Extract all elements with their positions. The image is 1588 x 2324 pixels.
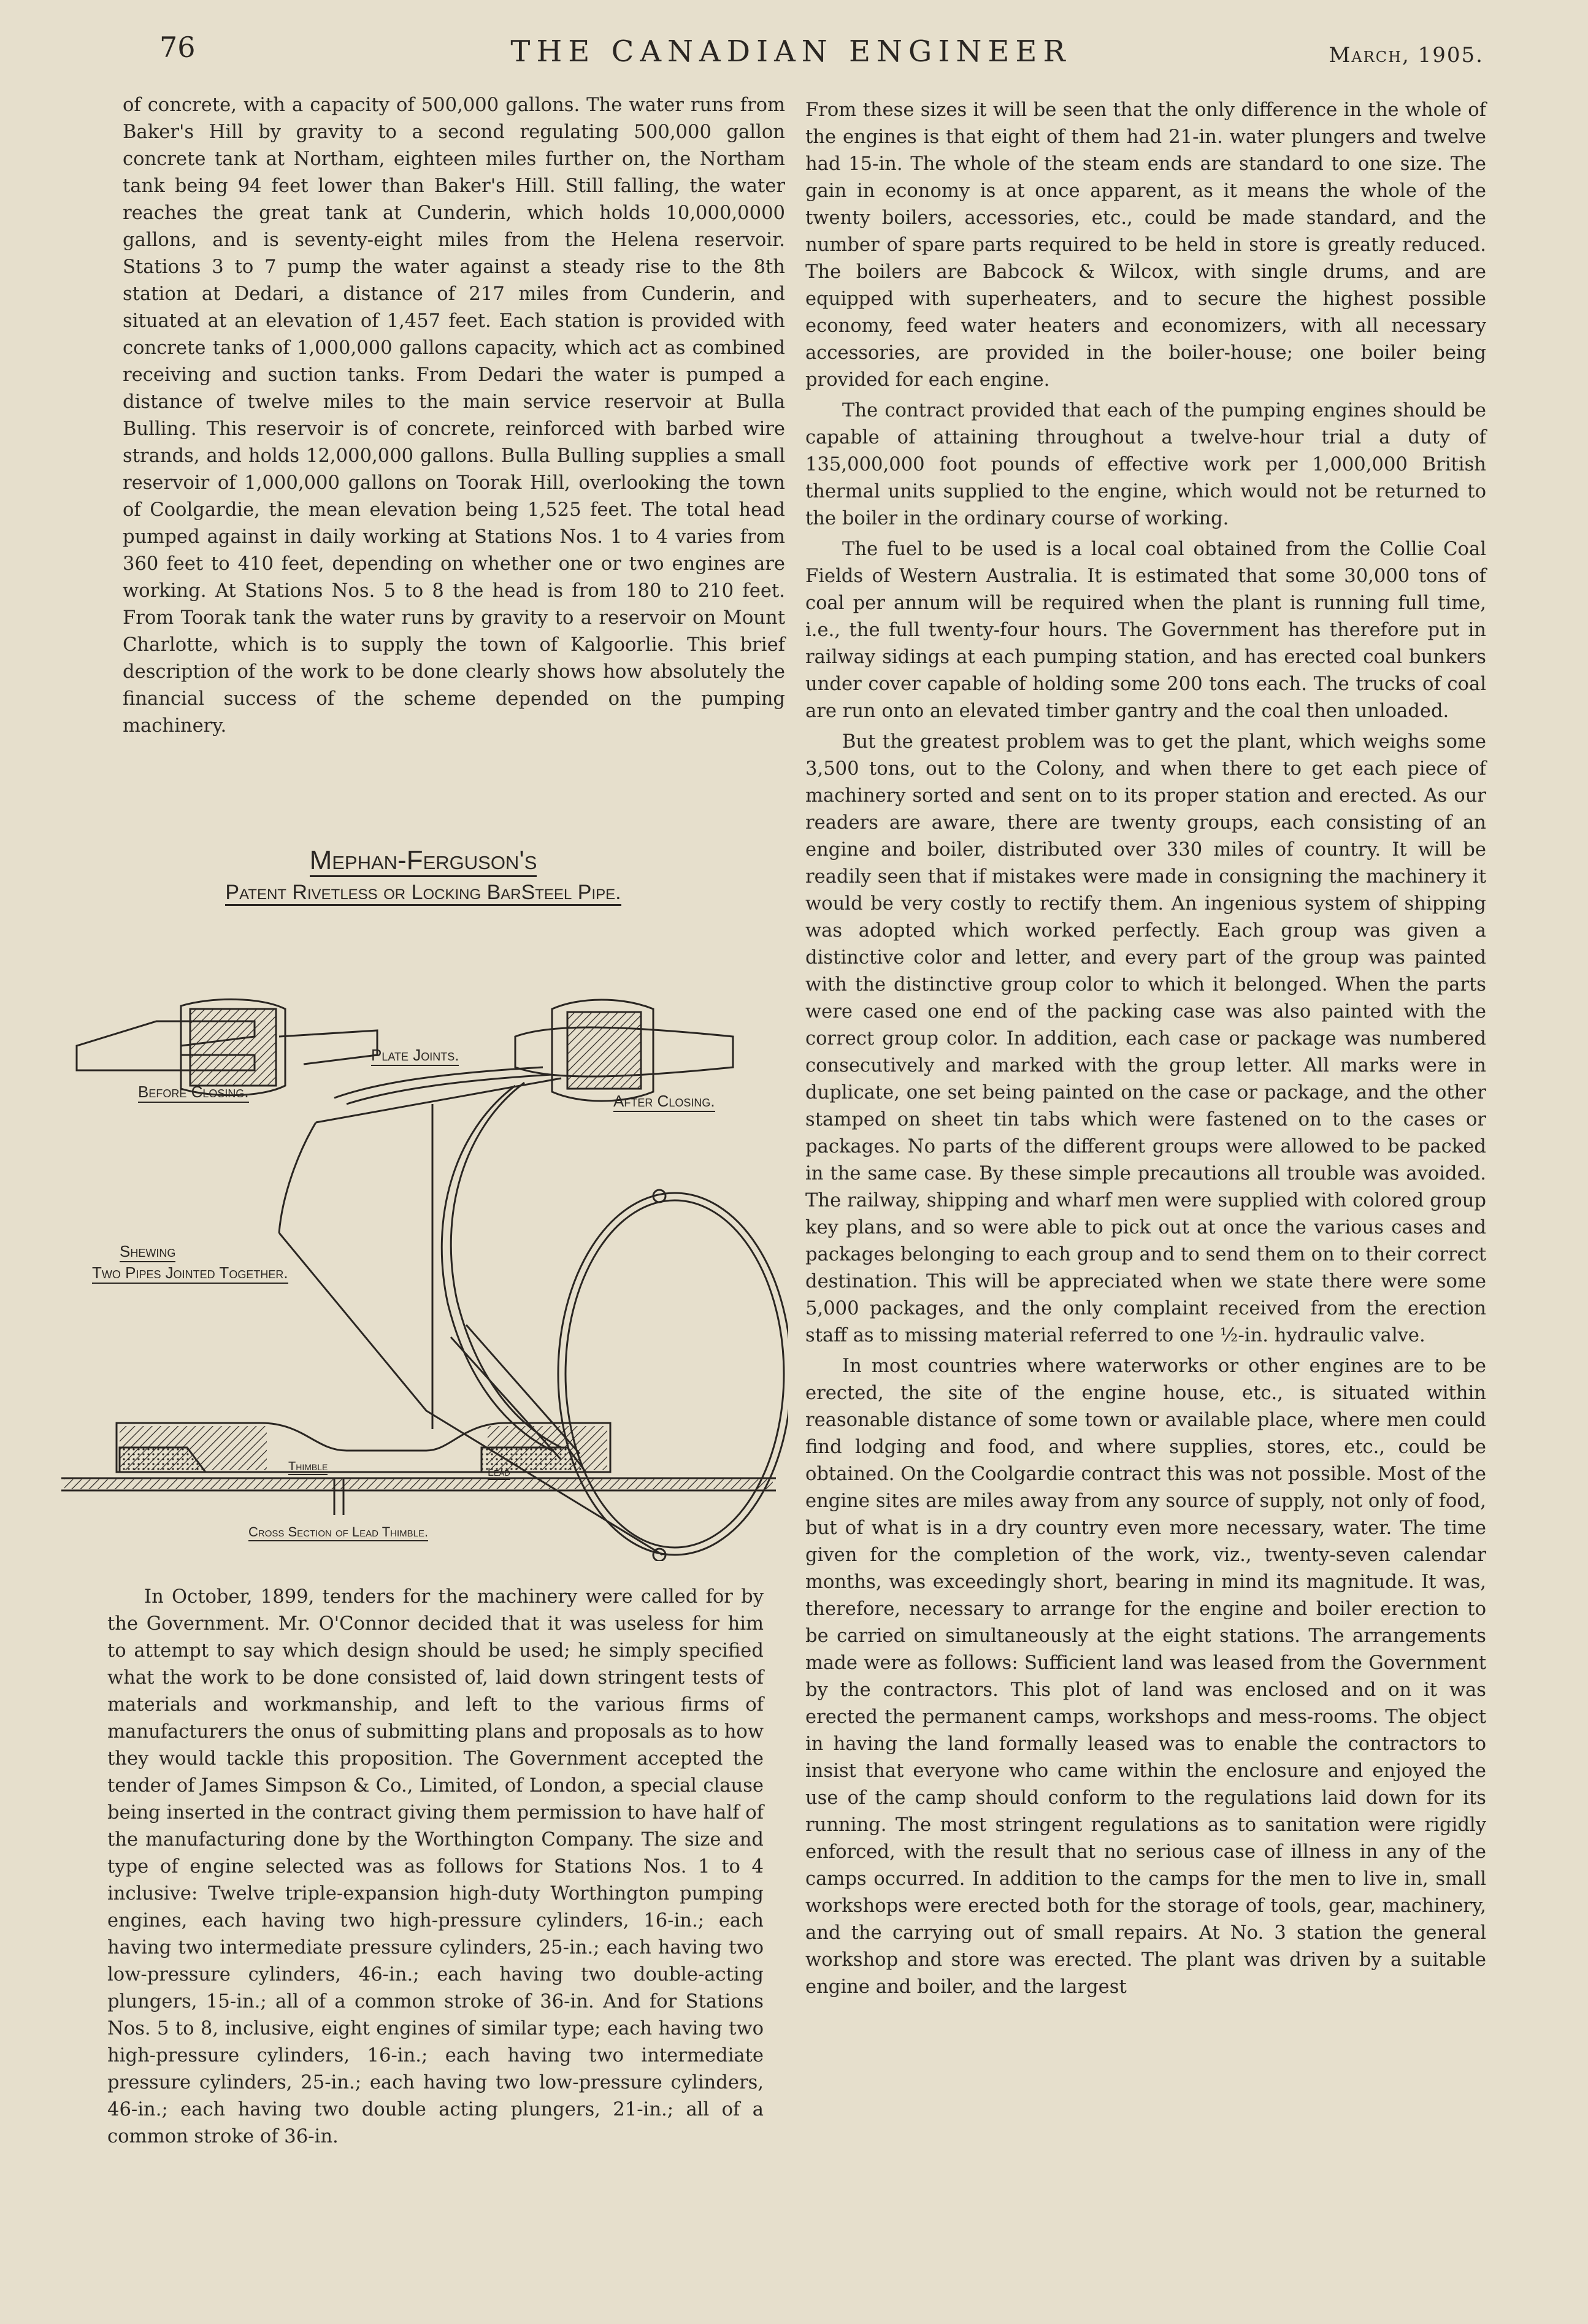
paragraph: In most countries where waterworks or other engines are to be erected, the site of the engine house, etc., is situated within reasonable distance of some town or available place, where men could find lodging and food, and where supplies, stores, etc., could be obtained. On the Coolgardie contract this was not possible. Most of the engine sites are miles away from any source of supply, not only of food, but of what is in a dry country even more necessary, water. The time given for the completion of the work, viz., twenty-seven calendar months, was exceedingly short, bearing in mind its magnitude. It was, therefore, necessary to arrange for the engine and boiler erection to be carried on simultaneously at the eight stations. The arrangements made were as follows: Sufficient land was leased from the Government by the contractors. This plot of land was enclosed and on it was erected the permanent camps, workshops and mess-rooms. The object in having the land formally leased was to enable the contractors to insist that everyone who came within the enclosure and enjoyed the use of the camp should conform to the regulations laid down for its running. The most stringent regulations as to sanitation were rigidly enforced, with the result that no serious case of illness in any of the camps occurred. In addition to the camps for the men to live in, small workshops were erected both for the storage of tools, gear, machinery, and the carrying out of small repairs. At No. 3 station the general workshop and store was erected. The plant was driven by a suitable engine and boiler, and the largest xyxy=(805,1356,1486,1998)
left-column-top xyxy=(123,92,785,740)
label-after-closing: After Closing. xyxy=(613,1092,715,1112)
left-column-bottom xyxy=(107,1584,764,2150)
pipe-figure xyxy=(58,834,788,1561)
label-before-closing: Before Closing. xyxy=(138,1083,249,1103)
paragraph: From these sizes it will be seen that the only difference in the whole of the engines is that eight of them had 21-in. water plungers and twelve had 15-in. The whole of the steam ends are standard to one size. The gain in economy is at once apparent, as it means the whole of the twenty boilers, accessories, etc., could be made standard, and the number of spare parts required to be held in store is greatly reduced. The boilers are Babcock & Wilcox, with single drums, and are equipped with superheaters, and to secure the highest possible economy, feed water heaters and economizers, with all necessary accessories, are provided in the boiler-house; one boiler being provided for each engine. xyxy=(805,99,1486,391)
paragraph: The fuel to be used is a local coal obtained from the Collie Coal Fields of Western Australia. It is estimated that some 30,000 tons of coal per annum will be required when the plant is running full time, i.e., the full twenty-four hours. The Government has therefore put in railway sidings at each pumping station, and has erected coal bunkers under cover capable of holding some 200 tons each. The trucks of coal are run onto an elevated timber gantry and the coal then unloaded. xyxy=(805,539,1486,722)
paragraph: In October, 1899, tenders for the machinery were called for by the Government. Mr. O'Connor decided that it was useless for him to attempt to say which design should be used; he simply specified what the work to be done consisted of, laid down stringent tests of materials and workmanship, and left to the various firms of manufacturers the onus of submitting plans and proposals as to how they would tackle this proposition. The Government accepted the tender of James Simpson & Co., Limited, of London, a special clause being inserted in the contract giving them permission to have half of the manufacturing done by the Worthington Company. The size and type of engine selected was as follows for Stations Nos. 1 to 4 inclusive: Twelve triple-expansion high-duty Worthington pumping engines, each having two high-pressure cylinders, 16-in.; each having two intermediate pressure cylinders, 25-in.; each having two low-pressure cylinders, 46-in.; each having two double-acting plungers, 15-in.; all of a common stroke of 36-in. And for Stations Nos. 5 to 8, inclusive, eight engines of similar type; each having two high-pressure cylinders, 16-in.; each having two intermediate pressure cylinders, 25-in.; each having two low-pressure cylinders, 46-in.; each having two double acting plungers, 21-in.; all of a common stroke of 36-in. xyxy=(107,1586,764,2147)
label-lead: Lead xyxy=(488,1466,510,1480)
label-plate-joints: Plate Joints. xyxy=(371,1046,459,1066)
page-header xyxy=(98,31,1484,80)
cross-section-lead-thimble xyxy=(61,1423,776,1515)
label-cross-section: Cross Section of Lead Thimble. xyxy=(248,1524,428,1541)
figure-subtitle: Patent Rivetless or Locking BarSteel Pipe. xyxy=(58,881,788,905)
joint-after-closing xyxy=(515,1000,733,1101)
joint-before-closing xyxy=(77,999,377,1095)
page-number: 76 xyxy=(159,31,196,64)
paragraph: But the greatest problem was to get the plant, which weighs some 3,500 tons, out to the Colony, and when there to get each piece of machinery sorted and sent on to its proper station and erected. As our readers are aware, there are twenty groups, each consisting of an engine and boiler, distributed over 330 miles of country. It will be readily seen that if mistakes were made in consigning the machinery it would be very costly to rectify them. An ingenious system of shipping was adopted which worked perfectly. Each group was given a distinctive color and letter, and every part of the group was painted with the distinctive group color to which it belonged. When the parts were cased one end of the packing case was also painted with the correct group color. In addition, each case or package was numbered consecutively and marked with the group letter. All marks were in duplicate, one set being painted on the case or package, and the other stamped on sheet tin tabs which were fastened on to the cases or packages. No parts of the different groups were allowed to be packed in the same case. By these simple precautions all trouble was avoided. The railway, shipping and wharf men were supplied with colored group key plans, and so were able to pick out at once the various cases and packages belonging to each group and to send them on to their correct destination. This will be appreciated when we state there were some 5,000 packages, and the only complaint received from the erection staff as to missing material referred to one ½-in. hydraulic valve. xyxy=(805,731,1486,1346)
figure-title: Mephan-Ferguson's xyxy=(58,845,788,876)
pipe-drawing xyxy=(58,834,788,1561)
issue-date: March, 1905. xyxy=(1329,43,1484,67)
right-column xyxy=(805,97,1486,2001)
journal-title: THE CANADIAN ENGINEER xyxy=(510,34,1072,69)
paragraph: of concrete, with a capacity of 500,000 gallons. The water runs from Baker's Hill by gravity to a second regulating 500,000 gallon concrete tank at Northam, eighteen miles further on, the Northam tank being 94 feet lower than Baker's Hill. Still falling, the water reaches the great tank at Cunderin, which holds 10,000,0000 gallons, and is seventy-eight miles from the Helena reservoir. Stations 3 to 7 pump the water against a steady rise to the 8th station at Dedari, a distance of 217 miles from Cunderin, and situated at an elevation of 1,457 feet. Each station is provided with concrete tanks of 1,000,000 gallons capacity, which act as combined receiving and suction tanks. From Dedari the water is pumped a distance of twelve miles to the main service reservoir at Bulla Bulling. This reservoir is of concrete, reinforced with barbed wire strands, and holds 12,000,000 gallons. Bulla Bulling supplies a small reservoir of 1,000,000 gallons on Toorak Hill, overlooking the town of Coolgardie, the mean elevation being 1,525 feet. The total head pumped against in daily working at Stations Nos. 1 to 4 varies from 360 feet to 410 feet, depending on whether one or two engines are working. At Stations Nos. 5 to 8 the head is from 180 to 210 feet. From Toorak tank the water runs by gravity to a reservoir on Mount Charlotte, which is to supply the town of Kalgoorlie. This brief description of the work to be done clearly shows how absolutely the financial success of the scheme depended on the pumping machinery. xyxy=(123,94,785,737)
paragraph: The contract provided that each of the pumping engines should be capable of attaining throughout a twelve-hour trial a duty of 135,000,000 foot pounds of effective work per 1,000,000 British thermal units supplied to the engine, which would not be returned to the boiler in the ordinary course of working. xyxy=(805,400,1486,529)
label-shewing: Shewing xyxy=(120,1242,175,1262)
label-two-pipes: Two Pipes Jointed Together. xyxy=(92,1264,288,1284)
label-thimble: Thimble xyxy=(288,1460,328,1475)
